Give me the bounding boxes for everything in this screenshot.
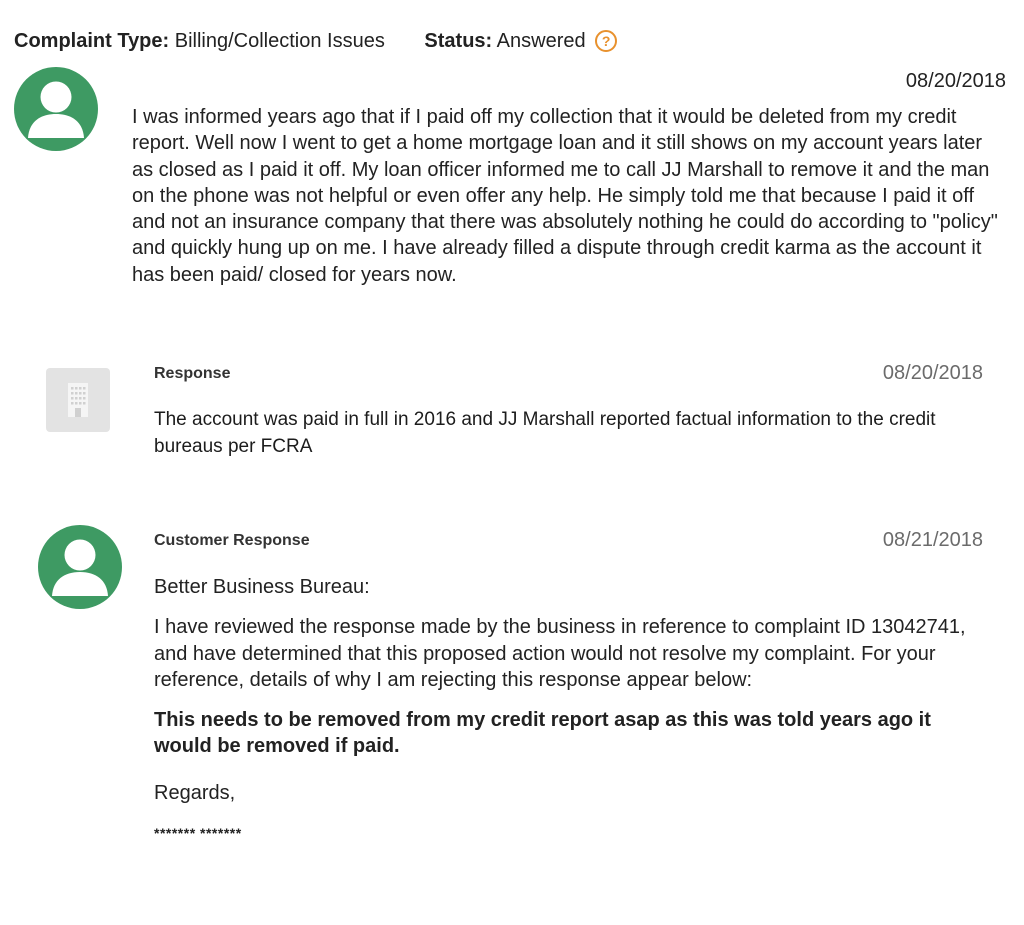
status-group — [424, 30, 617, 52]
help-icon[interactable]: ? — [595, 30, 617, 52]
building-icon — [46, 368, 110, 432]
customer-signature: ******* ******* — [154, 825, 242, 842]
customer-greeting: Better Business Bureau: — [154, 576, 370, 598]
business-response-label: Response — [154, 365, 231, 382]
customer-response-body — [154, 574, 994, 860]
complaint-type-label: Complaint Type: — [14, 30, 170, 52]
customer-response-date: 08/21/2018 — [882, 529, 983, 551]
complaint-date: 08/20/2018 — [905, 70, 1006, 92]
business-avatar — [46, 368, 110, 432]
complaint-header — [14, 30, 617, 53]
complaint-text: I was informed years ago that if I paid off my collection that it would be deleted from my credit report. Well now I went to get a home mortgage loan and it still shows on my account years later as closed as I paid it off. My loan officer informed me to call JJ Marshall to remove it and the man on the phone was not helpful or even offer any help. He simply told me that because I paid it off and not an insurance company that there was absolutely nothing he could do according to "policy" and quickly hung up on me. I have already filled a dispute through credit karma as the account it has been paid/ closed for years now. — [132, 106, 998, 286]
customer-closing: Regards, — [154, 781, 236, 804]
complainant-avatar-icon — [13, 66, 99, 152]
status-label: Status: — [424, 30, 493, 52]
customer-rejection-reason: This needs to be removed from my credit report asap as this was told years ago it would be removed if paid. — [154, 709, 931, 758]
customer-body-text: I have reviewed the response made by the business in reference to complaint ID 13042741, and have determined that this proposed action would not resolve my complaint. For your reference, details of why I am rejecting this response appear below: — [154, 616, 966, 691]
status-value: Answered — [496, 30, 586, 52]
customer-avatar-icon — [37, 524, 123, 610]
business-response-text: The account was paid in full in 2016 and JJ Marshall reported factual information to the credit bureaus per FCRA — [154, 409, 936, 457]
complaint-type-value: Billing/Collection Issues — [174, 30, 385, 52]
business-response-date: 08/20/2018 — [882, 362, 983, 384]
customer-response-label: Customer Response — [154, 532, 310, 549]
